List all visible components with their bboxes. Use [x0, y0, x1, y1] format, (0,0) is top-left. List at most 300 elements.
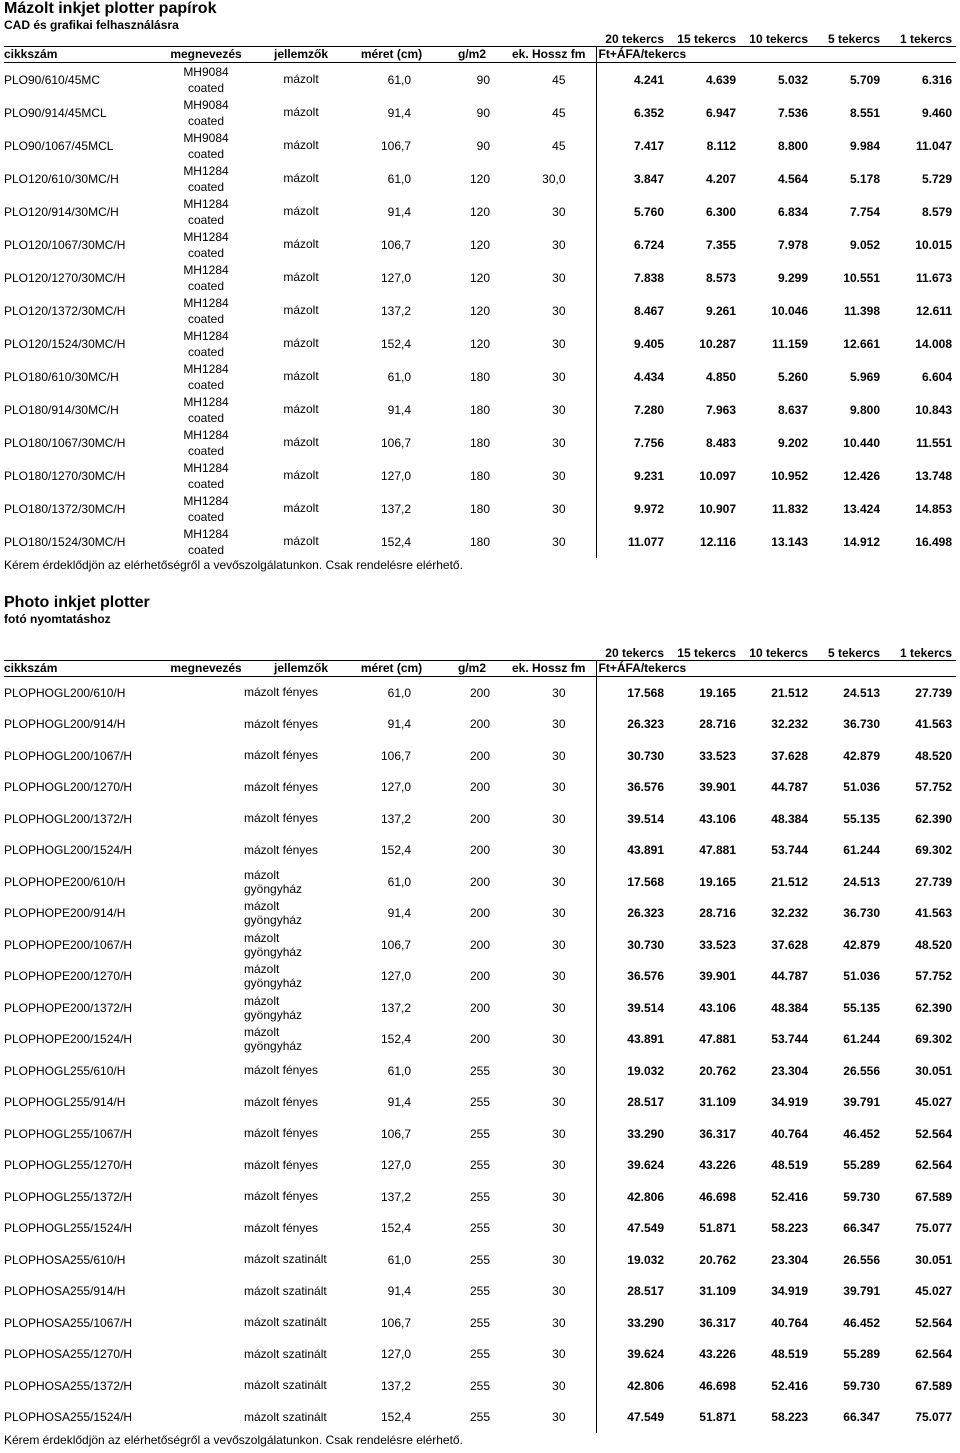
product-size: 91,4: [387, 906, 411, 921]
product-length: 30: [494, 677, 596, 709]
price-cell: 8.800: [777, 138, 808, 153]
price-cell: 9.299: [777, 270, 808, 285]
price-cell: 31.109: [699, 1095, 736, 1110]
price-cell: 10.440: [843, 435, 880, 450]
price-cell: 37.628: [771, 748, 808, 763]
product-size: 137,2: [380, 303, 411, 318]
price-cell: 11.832: [771, 501, 808, 516]
table-row: [4, 228, 956, 261]
product-size: 61,0: [387, 369, 411, 384]
product-gsm: 255: [469, 1221, 490, 1236]
product-name: [154, 393, 258, 426]
product-code: PLOPHOGL255/1270/H: [4, 1158, 133, 1173]
price-cell: 19.165: [699, 685, 736, 700]
price-cell: 55.289: [843, 1158, 880, 1173]
price-cell: 10.097: [699, 468, 736, 483]
product-size: 106,7: [380, 937, 411, 952]
product-gsm: 90: [476, 72, 490, 87]
price-cell: 5.969: [849, 369, 880, 384]
price-cell: 39.901: [699, 780, 736, 795]
product-size: 127,0: [380, 1347, 411, 1362]
price-cell: 6.947: [705, 105, 736, 120]
price-cell: 6.834: [777, 204, 808, 219]
price-cell: 4.241: [633, 72, 664, 87]
product-gsm: 200: [469, 906, 490, 921]
table-row: [4, 929, 956, 961]
price-cell: 13.424: [843, 501, 880, 516]
product-features: mázolt: [283, 72, 319, 86]
product-size: 106,7: [380, 748, 411, 763]
product-length: 30: [494, 898, 596, 930]
price-cell: 6.724: [633, 237, 664, 252]
price-cell: 62.564: [915, 1158, 952, 1173]
product-features: mázolt fényes: [244, 842, 319, 857]
price-cell: 44.787: [771, 780, 808, 795]
price-cell: 59.730: [843, 1378, 880, 1393]
price-cell: 55.135: [843, 1000, 880, 1015]
table-row: [4, 1087, 956, 1119]
price-cell: 13.748: [915, 468, 952, 483]
table-row: [4, 1150, 956, 1182]
product-size: 127,0: [380, 270, 411, 285]
price-cell: 39.514: [627, 811, 664, 826]
price-cell: 10.551: [843, 270, 880, 285]
product-name-line2: coated: [187, 311, 225, 326]
product-length: 30: [494, 1087, 596, 1119]
product-length: 30: [494, 1055, 596, 1087]
product-code: PLOPHOPE200/1372/H: [4, 1000, 133, 1015]
price-cell: 26.323: [627, 717, 664, 732]
product-length: 30: [494, 1024, 596, 1056]
price-cell: 19.032: [627, 1252, 664, 1267]
price-cell: 67.589: [915, 1378, 952, 1393]
price-cell: 10.907: [699, 501, 736, 516]
price-cell: 46.698: [699, 1189, 736, 1204]
product-gsm: 200: [469, 874, 490, 889]
section1-title: Mázolt inkjet plotter papírok: [4, 0, 217, 17]
price-cell: 57.752: [915, 969, 952, 984]
product-features: mázolt szatinált: [244, 1315, 327, 1330]
product-size: 106,7: [380, 435, 411, 450]
product-features: mázolt gyöngyház: [244, 993, 303, 1022]
price-cell: 48.519: [771, 1158, 808, 1173]
product-name: [154, 96, 258, 129]
price-cell: 51.036: [843, 780, 880, 795]
section2-title: Photo inkjet plotter: [4, 594, 150, 611]
price-cell: 31.109: [699, 1284, 736, 1299]
price-cell: 43.891: [627, 1032, 664, 1047]
product-length: 30: [494, 1118, 596, 1150]
qty-header: 20 tekercs: [605, 32, 664, 46]
product-name: [154, 525, 258, 558]
product-code: PLOPHOGL200/914/H: [4, 717, 126, 732]
section1-table: [4, 32, 956, 558]
price-cell: 47.549: [627, 1221, 664, 1236]
product-code: PLO180/610/30MC/H: [4, 369, 119, 384]
product-size: 152,4: [380, 336, 411, 351]
product-gsm: 200: [469, 843, 490, 858]
price-cell: 39.791: [843, 1095, 880, 1110]
product-name-line2: coated: [187, 344, 225, 359]
product-features: mázolt: [283, 402, 319, 416]
product-size: 91,4: [387, 105, 411, 120]
product-gsm: 255: [469, 1315, 490, 1330]
price-cell: 9.231: [633, 468, 664, 483]
qty-header: 10 tekercs: [749, 646, 808, 660]
product-code: PLOPHOSA255/1067/H: [4, 1315, 133, 1330]
product-gsm: 255: [469, 1347, 490, 1362]
product-name-line1: MH1284: [183, 361, 229, 376]
product-gsm: 200: [469, 685, 490, 700]
product-size: 127,0: [380, 969, 411, 984]
table-row: [4, 1276, 956, 1308]
price-cell: 39.624: [627, 1158, 664, 1173]
price-cell: 7.417: [633, 138, 664, 153]
product-name-line1: MH1284: [183, 526, 229, 541]
qty-header: 5 tekercs: [827, 646, 880, 660]
product-code: PLO120/610/30MC/H: [4, 171, 119, 186]
section1-subtitle: CAD és grafikai felhasználásra: [4, 18, 179, 32]
price-cell: 10.843: [915, 402, 952, 417]
price-cell: 33.290: [627, 1126, 664, 1141]
product-gsm: 90: [476, 138, 490, 153]
product-name: [154, 261, 258, 294]
product-length: 30: [494, 1276, 596, 1308]
product-length: 30: [494, 961, 596, 993]
price-cell: 52.564: [915, 1126, 952, 1141]
product-length: 30: [494, 360, 596, 393]
price-cell: 13.143: [771, 534, 808, 549]
price-cell: 6.300: [705, 204, 736, 219]
price-cell: 46.452: [843, 1126, 880, 1141]
product-name-line1: MH1284: [183, 163, 229, 178]
column-header-price: Ft+ÁFA/tekercs: [596, 661, 956, 677]
table-row: [4, 294, 956, 327]
product-length: 30: [494, 992, 596, 1024]
price-cell: 21.512: [771, 685, 808, 700]
product-length: 30: [494, 294, 596, 327]
product-gsm: 255: [469, 1252, 490, 1267]
price-cell: 17.568: [627, 874, 664, 889]
column-header-price: Ft+ÁFA/tekercs: [596, 47, 956, 63]
product-length: 30: [494, 459, 596, 492]
table-row: [4, 1213, 956, 1245]
product-features: mázolt fényes: [244, 811, 319, 826]
price-cell: 66.347: [843, 1221, 880, 1236]
price-cell: 75.077: [915, 1221, 952, 1236]
qty-header: 5 tekercs: [827, 32, 880, 46]
product-gsm: 200: [469, 1032, 490, 1047]
product-code: PLOPHOGL200/1524/H: [4, 843, 133, 858]
price-cell: 7.355: [705, 237, 736, 252]
product-name: [154, 162, 258, 195]
price-cell: 24.513: [843, 685, 880, 700]
product-name-line2: coated: [187, 245, 225, 260]
product-name-line2: coated: [187, 443, 225, 458]
product-name: [154, 63, 258, 97]
price-cell: 12.611: [915, 303, 952, 318]
price-cell: 62.390: [915, 1000, 952, 1015]
price-cell: 5.178: [849, 171, 880, 186]
price-cell: 42.806: [627, 1378, 664, 1393]
price-sheet: [4, 0, 956, 1447]
price-cell: 30.730: [627, 937, 664, 952]
table-row: [4, 961, 956, 993]
column-header-code: cikkszám: [4, 47, 154, 63]
product-code: PLOPHOSA255/610/H: [4, 1252, 126, 1267]
price-cell: 7.756: [633, 435, 664, 450]
price-cell: 11.077: [627, 534, 664, 549]
product-length: 30: [494, 835, 596, 867]
product-gsm: 255: [469, 1126, 490, 1141]
product-features: mázolt fényes: [244, 1094, 319, 1109]
product-features: mázolt: [283, 534, 319, 548]
product-length: 30: [494, 1339, 596, 1371]
table-row: [4, 360, 956, 393]
product-length: 30: [494, 1150, 596, 1182]
column-header-gsm: g/m2: [439, 661, 494, 677]
price-cell: 43.891: [627, 843, 664, 858]
product-code: PLOPHOPE200/610/H: [4, 874, 126, 889]
product-features: mázolt gyöngyház: [244, 930, 303, 959]
price-cell: 28.517: [627, 1095, 664, 1110]
price-cell: 7.754: [849, 204, 880, 219]
product-gsm: 180: [469, 534, 490, 549]
price-cell: 7.536: [777, 105, 808, 120]
price-cell: 48.520: [915, 748, 952, 763]
price-cell: 52.416: [771, 1189, 808, 1204]
product-code: PLOPHOPE200/914/H: [4, 906, 126, 921]
table-row: [4, 96, 956, 129]
price-cell: 33.523: [699, 748, 736, 763]
price-cell: 51.036: [843, 969, 880, 984]
product-length: 30: [494, 740, 596, 772]
product-size: 137,2: [380, 1378, 411, 1393]
price-cell: 11.047: [915, 138, 952, 153]
product-size: 91,4: [387, 1284, 411, 1299]
price-cell: 41.563: [915, 906, 952, 921]
price-cell: 48.519: [771, 1347, 808, 1362]
product-gsm: 200: [469, 969, 490, 984]
product-size: 61,0: [387, 685, 411, 700]
table-row: [4, 327, 956, 360]
product-gsm: 200: [469, 937, 490, 952]
price-cell: 19.165: [699, 874, 736, 889]
table-row: [4, 393, 956, 426]
product-name-line2: coated: [187, 146, 225, 161]
product-gsm: 255: [469, 1158, 490, 1173]
price-cell: 9.460: [921, 105, 952, 120]
product-name-line1: MH9084: [183, 64, 229, 79]
column-header-size: méret (cm): [344, 661, 439, 677]
product-length: 30: [494, 1307, 596, 1339]
product-size: 91,4: [387, 717, 411, 732]
price-cell: 11.551: [915, 435, 952, 450]
product-size: 152,4: [380, 1032, 411, 1047]
table-row: [4, 803, 956, 835]
price-cell: 42.806: [627, 1189, 664, 1204]
price-cell: 9.800: [849, 402, 880, 417]
product-features: mázolt: [283, 237, 319, 251]
product-name: [154, 459, 258, 492]
product-features: mázolt gyöngyház: [244, 1025, 303, 1054]
price-cell: 43.106: [699, 1000, 736, 1015]
product-size: 91,4: [387, 204, 411, 219]
product-code: PLO180/1372/30MC/H: [4, 501, 126, 516]
price-cell: 8.483: [705, 435, 736, 450]
price-cell: 9.202: [777, 435, 808, 450]
price-cell: 30.051: [915, 1063, 952, 1078]
price-cell: 4.850: [705, 369, 736, 384]
column-header-gsm: g/m2: [439, 47, 494, 63]
product-features: mázolt: [283, 336, 319, 350]
product-code: PLOPHOPE200/1270/H: [4, 969, 133, 984]
price-cell: 8.573: [705, 270, 736, 285]
product-features: mázolt gyöngyház: [244, 867, 303, 896]
price-cell: 21.512: [771, 874, 808, 889]
product-length: 30: [494, 1402, 596, 1434]
price-cell: 42.879: [843, 748, 880, 763]
price-cell: 14.912: [843, 534, 880, 549]
price-cell: 12.426: [843, 468, 880, 483]
price-cell: 61.244: [843, 1032, 880, 1047]
product-size: 137,2: [380, 501, 411, 516]
table-row: [4, 1118, 956, 1150]
table-row: [4, 709, 956, 741]
price-cell: 26.556: [843, 1252, 880, 1267]
product-features: mázolt gyöngyház: [244, 899, 303, 928]
product-size: 106,7: [380, 1126, 411, 1141]
product-size: 106,7: [380, 1315, 411, 1330]
product-features: mázolt: [283, 468, 319, 482]
product-name-line1: MH1284: [183, 328, 229, 343]
price-cell: 30.051: [915, 1252, 952, 1267]
product-code: PLOPHOSA255/1372/H: [4, 1378, 133, 1393]
product-code: PLOPHOGL255/610/H: [4, 1063, 126, 1078]
price-cell: 44.787: [771, 969, 808, 984]
product-features: mázolt: [283, 435, 319, 449]
price-cell: 36.576: [627, 969, 664, 984]
product-code: PLO120/1524/30MC/H: [4, 336, 126, 351]
product-length: 30: [494, 525, 596, 558]
product-code: PLO120/1372/30MC/H: [4, 303, 126, 318]
product-code: PLOPHOGL200/1372/H: [4, 811, 133, 826]
price-cell: 43.106: [699, 811, 736, 826]
product-size: 91,4: [387, 402, 411, 417]
price-cell: 9.405: [633, 336, 664, 351]
product-code: PLOPHOGL255/1372/H: [4, 1189, 133, 1204]
product-length: 30: [494, 228, 596, 261]
product-name-line2: coated: [187, 113, 225, 128]
product-features: mázolt szatinált: [244, 1252, 327, 1267]
price-cell: 48.520: [915, 937, 952, 952]
product-name: [154, 360, 258, 393]
product-length: 30: [494, 195, 596, 228]
product-features: mázolt gyöngyház: [244, 962, 303, 991]
price-cell: 39.514: [627, 1000, 664, 1015]
product-code: PLO120/1270/30MC/H: [4, 270, 126, 285]
table-row: [4, 1307, 956, 1339]
price-cell: 46.698: [699, 1378, 736, 1393]
product-size: 152,4: [380, 1410, 411, 1425]
product-size: 137,2: [380, 811, 411, 826]
product-gsm: 255: [469, 1284, 490, 1299]
price-cell: 39.791: [843, 1284, 880, 1299]
price-cell: 24.513: [843, 874, 880, 889]
section2-note: Kérem érdeklődjön az elérhetőségről a vevőszolgálatunkon. Csak rendelésre elérhető.: [4, 1433, 463, 1447]
product-features: mázolt fényes: [244, 1189, 319, 1204]
price-cell: 46.452: [843, 1315, 880, 1330]
product-name-line1: MH1284: [183, 460, 229, 475]
product-size: 137,2: [380, 1189, 411, 1204]
price-cell: 26.323: [627, 906, 664, 921]
product-length: 30: [494, 709, 596, 741]
qty-header: 20 tekercs: [605, 646, 664, 660]
price-cell: 14.008: [915, 336, 952, 351]
price-cell: 42.879: [843, 937, 880, 952]
product-gsm: 200: [469, 717, 490, 732]
price-cell: 41.563: [915, 717, 952, 732]
product-gsm: 180: [469, 501, 490, 516]
column-header-size: méret (cm): [344, 47, 439, 63]
product-name-line1: MH1284: [183, 493, 229, 508]
product-length: 30: [494, 803, 596, 835]
table-row: [4, 1024, 956, 1056]
table-row: [4, 1339, 956, 1371]
product-features: mázolt fényes: [244, 1157, 319, 1172]
section2-column-header-row: [4, 661, 956, 677]
price-cell: 7.963: [705, 402, 736, 417]
price-cell: 51.871: [699, 1410, 736, 1425]
price-cell: 28.716: [699, 906, 736, 921]
price-cell: 40.764: [771, 1315, 808, 1330]
price-cell: 12.116: [699, 534, 736, 549]
product-code: PLOPHOSA255/914/H: [4, 1284, 126, 1299]
product-size: 137,2: [380, 1000, 411, 1015]
price-cell: 57.752: [915, 780, 952, 795]
price-cell: 8.551: [849, 105, 880, 120]
product-code: PLOPHOGL255/1524/H: [4, 1221, 133, 1236]
table-row: [4, 1055, 956, 1087]
product-gsm: 180: [469, 468, 490, 483]
price-cell: 59.730: [843, 1189, 880, 1204]
table-row: [4, 1370, 956, 1402]
product-code: PLOPHOGL200/1270/H: [4, 780, 133, 795]
price-cell: 11.398: [843, 303, 880, 318]
product-length: 30: [494, 1370, 596, 1402]
price-cell: 39.901: [699, 969, 736, 984]
product-length: 45: [494, 63, 596, 97]
product-length: 45: [494, 96, 596, 129]
price-cell: 53.744: [771, 843, 808, 858]
product-length: 30: [494, 1244, 596, 1276]
product-size: 61,0: [387, 1063, 411, 1078]
product-length: 45: [494, 129, 596, 162]
product-name-line2: coated: [187, 179, 225, 194]
table-row: [4, 459, 956, 492]
price-cell: 51.871: [699, 1221, 736, 1236]
qty-header: 10 tekercs: [749, 32, 808, 46]
price-cell: 48.384: [771, 811, 808, 826]
product-name-line2: coated: [187, 80, 225, 95]
product-name-line2: coated: [187, 542, 225, 557]
product-length: 30: [494, 929, 596, 961]
price-cell: 4.207: [705, 171, 736, 186]
price-cell: 11.159: [771, 336, 808, 351]
product-features: mázolt: [283, 369, 319, 383]
product-code: PLO180/914/30MC/H: [4, 402, 119, 417]
product-features: mázolt: [283, 105, 319, 119]
